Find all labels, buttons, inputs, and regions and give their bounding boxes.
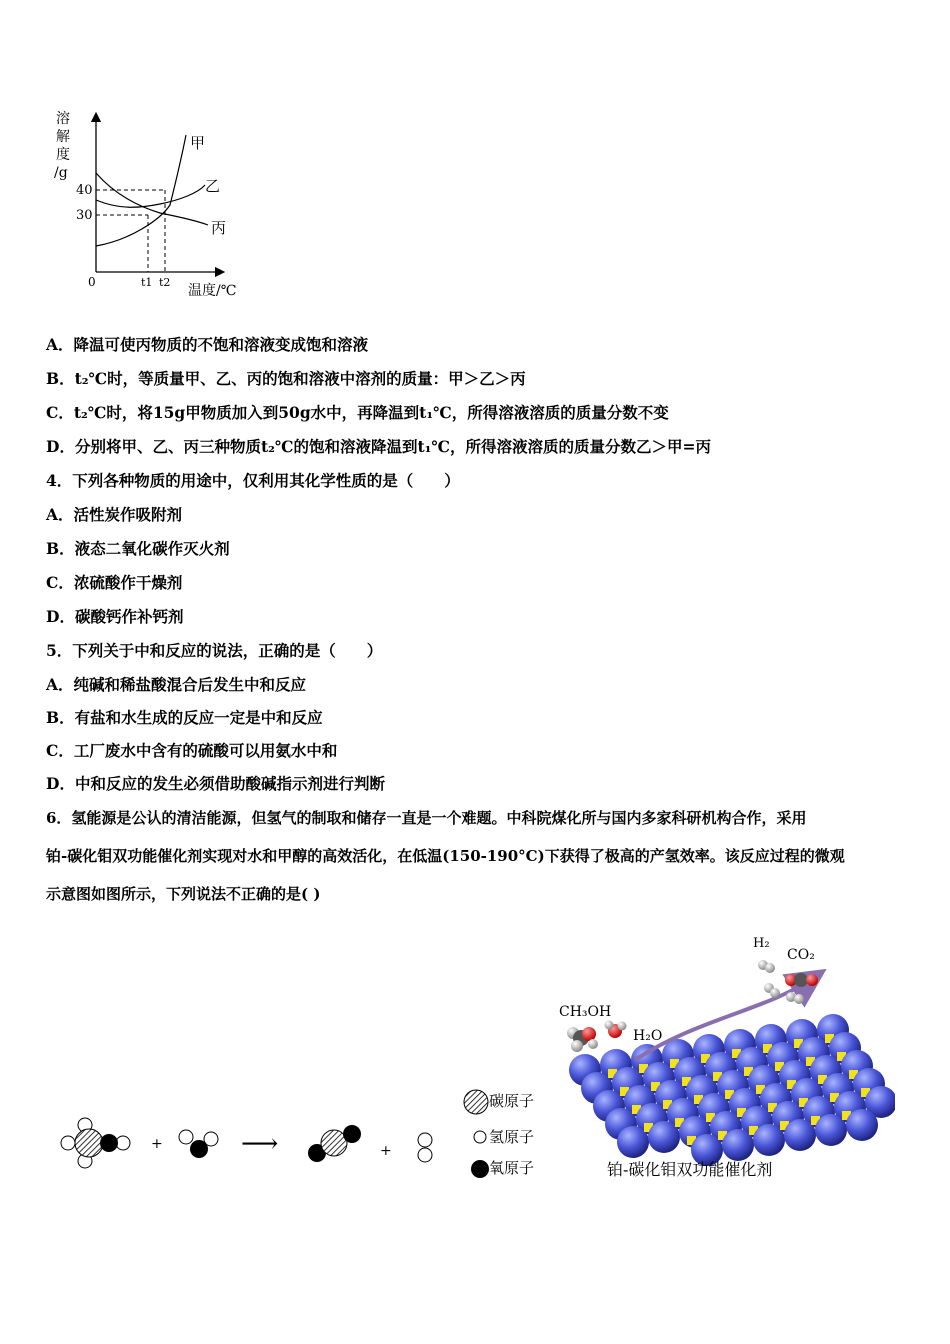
label-h2o: H₂O	[633, 1028, 663, 1044]
co2-3d	[785, 973, 818, 1004]
solubility-chart	[40, 105, 260, 305]
ytick-40: 40	[76, 183, 93, 198]
series-label-yi: 乙	[205, 177, 221, 195]
reaction-diagram	[55, 1080, 455, 1180]
label-h2: H₂	[753, 936, 770, 951]
q3-option-b: B．t₂℃时，等质量甲、乙、丙的饱和溶液中溶剂的质量：甲＞乙＞丙	[46, 369, 526, 388]
water-molecule	[179, 1130, 218, 1158]
ytick-30: 30	[76, 208, 93, 223]
q4-option-b: B．液态二氧化碳作灭火剂	[46, 539, 230, 558]
series-label-bing: 丙	[211, 219, 227, 237]
xtick-t2: t2	[159, 276, 171, 289]
oxygen-atom-icon	[471, 1160, 489, 1178]
legend-oxygen: 氧原子	[489, 1159, 535, 1177]
q4-option-d: D．碳酸钙作补钙剂	[46, 607, 184, 626]
label-ch3oh: CH₃OH	[559, 1004, 612, 1020]
catalyst-caption: 铂-碳化钼双功能催化剂	[607, 1160, 773, 1179]
ylabel: 溶解度/g	[54, 111, 70, 181]
xtick-t1: t1	[141, 276, 153, 289]
legend-carbon: 碳原子	[489, 1092, 535, 1110]
methanol-molecule	[61, 1118, 130, 1168]
water-3d	[605, 1021, 627, 1039]
methanol-3d	[567, 1027, 598, 1052]
catalyst-atom	[846, 1109, 878, 1141]
co2-molecule	[308, 1125, 361, 1162]
q5-option-c: C．工厂废水中含有的硫酸可以用氨水中和	[46, 741, 338, 760]
q5-option-b: B．有盐和水生成的反应一定是中和反应	[46, 708, 323, 727]
plus-2: +	[380, 1143, 392, 1159]
plus-1: +	[151, 1136, 163, 1152]
q6-line-3: 示意图如图所示，下列说法不正确的是( )	[46, 885, 321, 903]
q4-option-c: C．浓硫酸作干燥剂	[46, 573, 183, 592]
legend-symbols	[461, 1089, 491, 1179]
origin-label: 0	[88, 275, 96, 289]
carbon-atom-icon	[464, 1090, 488, 1114]
atom-legend	[461, 1087, 551, 1182]
q3-option-a: A．降温可使丙物质的不饱和溶液变成饱和溶液	[46, 335, 369, 354]
q5-option-d: D．中和反应的发生必须借助酸碱指示剂进行判断	[46, 774, 385, 793]
q4-stem: 4．下列各种物质的用途中，仅利用其化学性质的是（ ）	[46, 471, 460, 490]
catalyst-surface	[555, 930, 895, 1190]
xlabel: 温度/℃	[188, 283, 237, 299]
q6-line-1: 6．氢能源是公认的清洁能源，但氢气的制取和储存一直是一个难题。中科院煤化所与国内多家科研机构合作，采用	[46, 809, 807, 827]
curve-bing	[96, 173, 208, 225]
h2-molecule	[418, 1133, 432, 1162]
q5-stem: 5．下列关于中和反应的说法，正确的是（ ）	[46, 641, 383, 660]
label-co2: CO₂	[787, 947, 815, 963]
h2-3d	[758, 960, 780, 998]
q5-option-a: A．纯碱和稀盐酸混合后发生中和反应	[46, 675, 307, 694]
series-label-jia: 甲	[190, 134, 206, 152]
q4-option-a: A．活性炭作吸附剂	[46, 505, 183, 524]
q3-option-c: C．t₂℃时，将15g甲物质加入到50g水中，再降温到t₁℃，所得溶液溶质的质量分数不变	[46, 403, 669, 422]
reaction-arrow: ⟶	[241, 1129, 279, 1159]
legend-hydrogen: 氢原子	[489, 1128, 535, 1146]
q6-line-2: 铂-碳化钼双功能催化剂实现对水和甲醇的高效活化，在低温(150-190°C)下获得了极高的产氢效率。该反应过程的微观	[46, 847, 845, 865]
catalyst-illustration	[555, 930, 895, 1190]
hydrogen-atom-icon	[474, 1131, 486, 1143]
q3-option-d: D．分别将甲、乙、丙三种物质t₂℃的饱和溶液降温到t₁℃，所得溶液溶质的质量分数乙＞甲=丙	[46, 437, 711, 456]
